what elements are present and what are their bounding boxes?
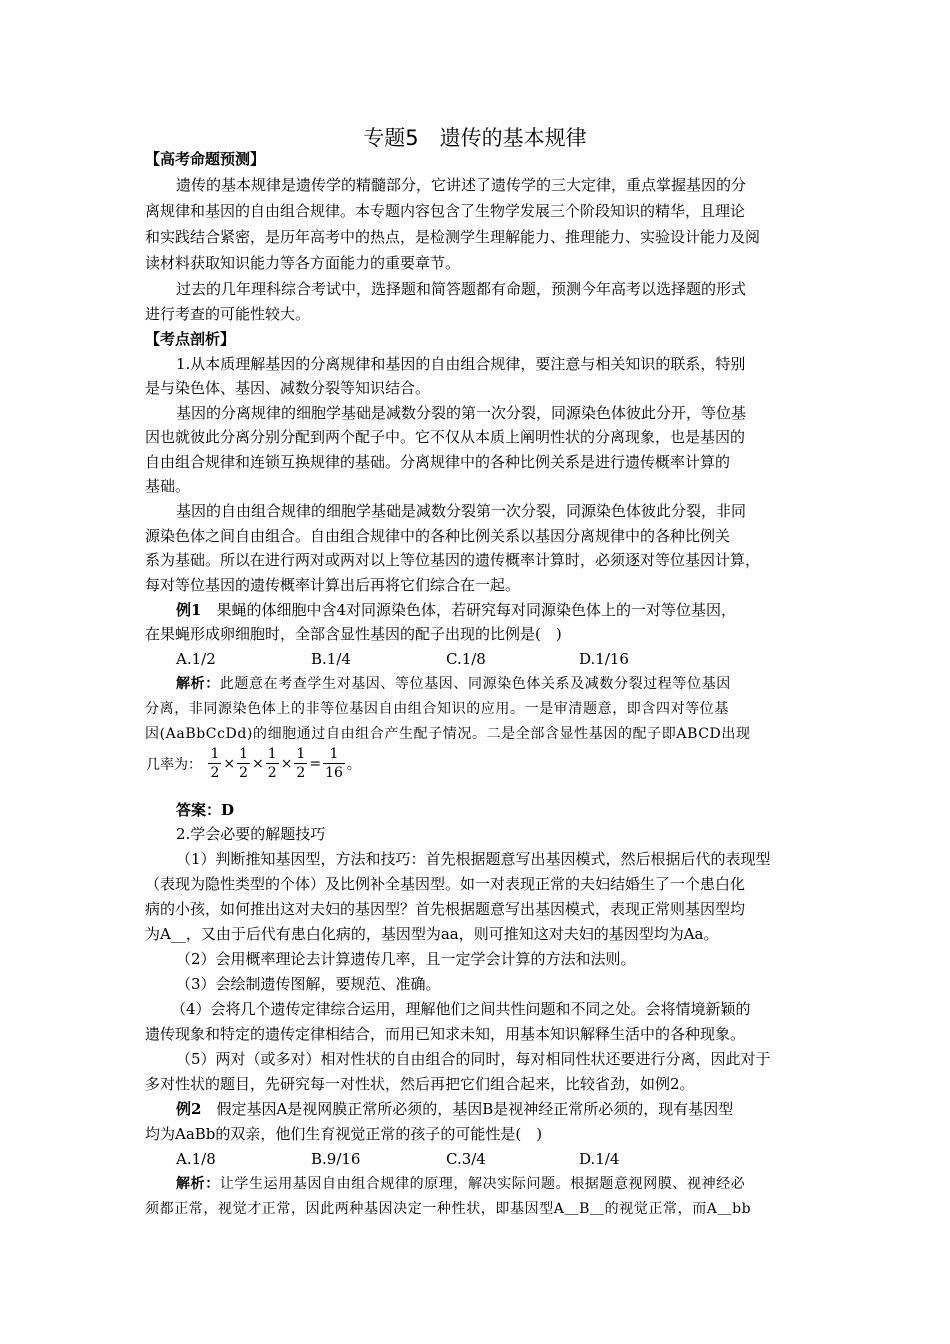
option-c: C.3/4 xyxy=(446,1150,486,1168)
option-d: D.1/16 xyxy=(579,650,629,668)
option-a: A.1/8 xyxy=(176,1150,216,1168)
paragraph-line: （3）会绘制遗传图解，要规范、准确。 xyxy=(176,975,441,993)
example-label: 例2 xyxy=(176,1100,202,1118)
paragraph-line: 和实践结合紧密，是历年高考中的热点，是检测学生理解能力、推理能力、实验设计能力及阅 xyxy=(145,228,761,246)
paragraph-line: 遗传现象和特定的遗传定律相结合，而用已知求未知，用基本知识解释生活中的各种现象。 xyxy=(145,1025,746,1043)
example-question-line xyxy=(176,1097,810,1121)
analysis-line: 因(AaBbCcDd)的细胞通过自由组合产生配子情况。二是全部含显性基因的配子即ABCD出现 xyxy=(145,726,751,742)
formula-prefix: 几率为： xyxy=(146,756,202,773)
paragraph-line: 1.从本质理解基因的分离规律和基因的自由组合规律，要注意与相关知识的联系，特别 xyxy=(176,355,746,373)
example-question-text: 果蝇的体细胞中含4对同源染色体，若研究每对同源染色体上的一对等位基因， xyxy=(201,601,736,619)
paragraph-line: （2）会用概率理论去计算遗传几率，且一定学会计算的方法和法则。 xyxy=(176,950,636,968)
paragraph-line: 基因的自由组合规律的细胞学基础是减数分裂第一次分裂，同源染色体彼此分裂，非同 xyxy=(176,502,747,520)
paragraph-line: 系为基础。所以在进行两对或两对以上等位基因的遗传概率计算时，必须逐对等位基因计算， xyxy=(145,551,761,569)
paragraph-line: 多对性状的题目，先研究每一对性状，然后再把它们组合起来，比较省劲，如例2。 xyxy=(145,1075,695,1093)
option-c: C.1/8 xyxy=(446,650,486,668)
option-b: B.9/16 xyxy=(311,1150,361,1168)
paragraph-line: （5）两对（或多对）相对性状的自由组合的同时，每对相同性状还要进行分离，因此对于 xyxy=(176,1050,771,1068)
example-question-text: 假定基因A是视网膜正常所必须的，基因B是视神经正常所必须的，现有基因型 xyxy=(201,1100,734,1118)
times-sign: × xyxy=(223,755,236,772)
option-a: A.1/2 xyxy=(176,650,216,668)
analysis-text: 让学生运用基因自由组合规律的原理，解决实际问题。根据题意视网膜、视神经必 xyxy=(219,1176,746,1192)
paragraph-line: 病的小孩，如何推出这对夫妇的基因型？首先根据题意写出基因模式，表现正常则基因型均 xyxy=(145,900,746,918)
paragraph-line: （4）会将几个遗传定律综合运用，理解他们之间共性问题和不同之处。会将情境新颖的 xyxy=(171,1000,751,1018)
paragraph-line: 因也就彼此分离分别分配到两个配子中。它不仅从本质上阐明性状的分离现象，也是基因的 xyxy=(145,428,746,446)
option-b: B.1/4 xyxy=(311,650,351,668)
paragraph-line: （1）判断推知基因型，方法和技巧：首先根据题意写出基因模式，然后根据后代的表现型 xyxy=(176,850,771,868)
fraction: $\frac{1}{2}$ xyxy=(239,746,249,781)
paragraph-line: 源染色体之间自由组合。自由组合规律中的各种比例关系以基因分离规律中的各种比例关 xyxy=(145,527,731,545)
analysis-label: 解析： xyxy=(176,676,220,692)
example-question-line: 在果蝇形成卵细胞时，全部含显性基因的配子出现的比例是( ) xyxy=(145,625,562,643)
paragraph-line: 为A__，又由于后代有患白化病的，基因型为aa，则可推知这对夫妇的基因型均为Aa。 xyxy=(145,925,719,943)
paragraph-line: 读材料获取知识能力等各方面能力的重要章节。 xyxy=(145,254,461,272)
times-sign: × xyxy=(252,755,264,772)
fraction: $\frac{1}{2}$ xyxy=(267,746,277,781)
example-label: 例1 xyxy=(176,601,202,619)
paragraph-line: 过去的几年理科综合考试中，选择题和简答题都有命题，预测今年高考以选择题的形式 xyxy=(176,280,747,298)
paragraph-line: 进行考查的可能性较大。 xyxy=(145,305,311,323)
analysis-line xyxy=(176,672,810,696)
times-sign: × xyxy=(280,755,293,772)
period: 。 xyxy=(346,756,361,773)
fraction: $\frac{1}{16}$ xyxy=(325,746,343,781)
section-heading-forecast: 【高考命题预测】 xyxy=(145,150,266,168)
example-question-line: 均为AaBb的双亲，他们生育视觉正常的孩子的可能性是( ) xyxy=(145,1125,543,1143)
paragraph-line: 自由组合规律和连锁互换规律的基础。分离规律中的各种比例关系是进行遗传概率计算的 xyxy=(145,453,731,471)
paragraph-line: 离规律和基因的自由组合规律。本专题内容包含了生物学发展三个阶段知识的精华，且理论 xyxy=(145,202,746,220)
fraction: $\frac{1}{2}$ xyxy=(210,746,220,781)
paragraph-line: 每对等位基因的遗传概率计算出后再将它们综合在一起。 xyxy=(145,576,521,594)
paragraph-line: 基础。 xyxy=(145,477,191,495)
option-d: D.1/4 xyxy=(579,1150,620,1168)
answer: 答案：D xyxy=(176,801,235,819)
analysis-line: 分离，非同源染色体上的非等位基因自由组合知识的应用。一是审清题意，即含四对等位基 xyxy=(145,701,729,717)
analysis-line: 须都正常，视觉才正常，因此两种基因决定一种性状，即基因型A＿B＿的视觉正常，而A＿bb xyxy=(145,1201,752,1217)
analysis-text: 此题意在考查学生对基因、等位基因、同源染色体关系及减数分裂过程等位基因 xyxy=(219,676,731,692)
option-row xyxy=(176,1147,810,1171)
paragraph-line: 是与染色体、基因、减数分裂等知识结合。 xyxy=(145,379,431,397)
option-row xyxy=(176,647,810,671)
analysis-line xyxy=(176,1172,810,1196)
example-question-line xyxy=(176,598,810,622)
paragraph-line: （表现为隐性类型的个体）及比例补全基因型。如一对表现正常的夫妇结婚生了一个患白化 xyxy=(145,875,746,893)
analysis-label: 解析： xyxy=(176,1176,220,1192)
fraction: $\frac{1}{2}$ xyxy=(296,746,306,781)
paragraph-line: 基因的分离规律的细胞学基础是减数分裂的第一次分裂，同源染色体彼此分开，等位基 xyxy=(176,404,747,422)
section-heading-analysis: 【考点剖析】 xyxy=(145,330,236,348)
probability-formula xyxy=(145,745,362,795)
equals-sign: = xyxy=(309,755,322,772)
paragraph-line: 遗传的基本规律是遗传学的精髓部分，它讲述了遗传学的三大定律，重点掌握基因的分 xyxy=(176,176,747,194)
page-title: 专题5 遗传的基本规律 xyxy=(363,126,587,150)
paragraph-line: 2.学会必要的解题技巧 xyxy=(176,825,326,843)
